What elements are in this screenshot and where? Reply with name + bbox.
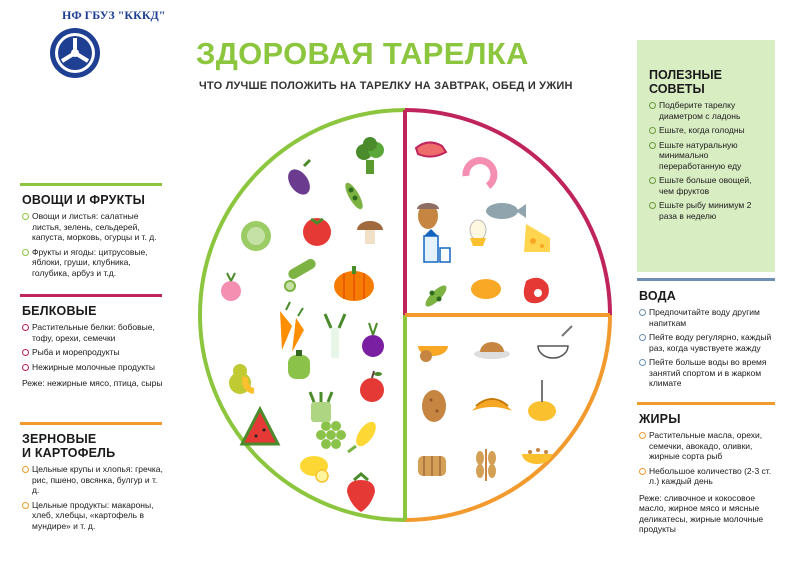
corn-icon (348, 419, 380, 452)
cheese-icon (524, 224, 550, 252)
chicken-icon (470, 274, 501, 299)
water-section-bar (637, 278, 775, 281)
pea-pod-icon (342, 181, 366, 212)
tips-panel (637, 40, 775, 272)
grains-section (22, 432, 164, 531)
list-item: Растительные белки: бобовые, тофу, орехи, семечки (22, 322, 164, 343)
wheat-icon (476, 449, 496, 481)
pasta-fork-icon (528, 380, 556, 421)
organization-name: НФ ГБУЗ "КККД" (62, 8, 166, 22)
soup-bowl-icon (538, 326, 572, 358)
plate-veg-rim (200, 110, 405, 520)
salmon-icon (416, 142, 446, 156)
veg-section-bar (20, 183, 162, 186)
fats-note: Реже: сливочное и кокосовое масло, жирное мясо и мясные деликатесы, жирные молочные продукты (639, 492, 764, 534)
list-item: Ешьте больше овощей, чем фруктов (649, 175, 767, 196)
bullet-icon (22, 249, 29, 256)
grains-heading-line2: И КАРТОФЕЛЬ (22, 446, 116, 460)
bullet-icon (649, 142, 656, 149)
tomato-icon (303, 218, 331, 246)
mushroom-icon (357, 221, 383, 244)
list-item: Пейте воду регулярно, каждый раз, когда чувствуете жажду (639, 332, 777, 353)
pea-pod-icon (423, 283, 450, 310)
list-item: Нежирные молочные продукты (22, 362, 164, 373)
tips-heading-line1: ПОЛЕЗНЫЕ (649, 68, 722, 82)
broccoli-icon (356, 137, 384, 174)
strawberry-icon (347, 474, 375, 512)
list-item: Цельные продукты: макароны, хлеб, хлебцы, «картофель в мундире» и т. д. (22, 500, 164, 532)
radish-icon (221, 273, 241, 301)
lettuce-icon (241, 221, 271, 251)
acorn-icon (417, 203, 439, 229)
pumpkin-icon (334, 266, 374, 301)
list-item: Небольшое количество (2-3 ст. л.) каждый день (639, 466, 777, 487)
steak-icon (524, 278, 549, 303)
bullet-icon (22, 364, 29, 371)
bread-icon (418, 456, 446, 476)
croissant-icon (472, 399, 512, 411)
bullet-icon (649, 127, 656, 134)
beet-icon (362, 323, 384, 357)
water-section (639, 289, 777, 389)
grains-heading-line1: ЗЕРНОВЫЕ (22, 432, 97, 446)
porridge-bowl-icon (418, 346, 448, 362)
grains-section-bar (20, 422, 162, 425)
potato-icon (422, 390, 446, 422)
bullet-icon (649, 177, 656, 184)
list-item: Ешьте рыбу минимум 2 раза в неделю (649, 200, 767, 221)
pepper-icon (288, 350, 310, 379)
list-item: Ешьте натуральную минимально переработанную еду (649, 140, 767, 172)
cucumber-icon (285, 257, 317, 291)
lemon-icon (300, 456, 328, 482)
bullet-icon (639, 468, 646, 475)
veg-heading: ОВОЩИ И ФРУКТЫ (22, 193, 146, 207)
list-item: Овощи и листья: салатные листья, зелень, сельдерей, капуста, морковь, огурцы и т. д. (22, 211, 164, 243)
page-title: ЗДОРОВАЯ ТАРЕЛКА (196, 36, 529, 71)
protein-note: Реже: нежирные мясо, птица, сыры (22, 378, 163, 388)
rice-plate-icon (474, 342, 510, 359)
bullet-icon (22, 466, 29, 473)
leek-icon (325, 314, 345, 358)
bullet-icon (22, 324, 29, 331)
shrimp-icon (466, 161, 494, 186)
protein-section-bar (20, 294, 162, 297)
bullet-icon (639, 309, 646, 316)
veg-section (22, 193, 164, 278)
pear-icon (229, 364, 254, 394)
bullet-icon (639, 359, 646, 366)
bullet-icon (649, 202, 656, 209)
fats-heading: ЖИРЫ (639, 412, 681, 426)
fats-section (639, 412, 777, 535)
bullet-icon (639, 432, 646, 439)
bullet-icon (22, 213, 29, 220)
celery-icon (310, 392, 332, 422)
fish-icon (486, 203, 526, 219)
bullet-icon (639, 334, 646, 341)
list-item: Ешьте, когда голодны (649, 125, 767, 136)
water-heading: ВОДА (639, 289, 677, 303)
apple-icon (360, 371, 384, 402)
organization-logo (48, 26, 102, 80)
page-subtitle: ЧТО ЛУЧШЕ ПОЛОЖИТЬ НА ТАРЕЛКУ НА ЗАВТРАК, ОБЕД И УЖИН (199, 80, 573, 92)
tips-heading-line2: СОВЕТЫ (649, 82, 705, 96)
list-item: Цельные крупы и хлопья: гречка, рис, пшено, овсянка, булгур и т. д. (22, 464, 164, 496)
protein-heading: БЕЛКОВЫЕ (22, 304, 97, 318)
eggplant-icon (284, 160, 315, 199)
bullet-icon (22, 349, 29, 356)
milk-icon (424, 229, 450, 262)
list-item: Подберите тарелку диаметром с ладонь (649, 100, 767, 121)
fats-section-bar (637, 402, 775, 405)
bullet-icon (22, 502, 29, 509)
list-item: Пейте больше воды во время занятий спортом и в жарком климате (639, 357, 777, 389)
egg-icon (470, 220, 486, 246)
grapes-icon (316, 421, 346, 449)
list-item: Растительные масла, орехи, семечки, авокадо, оливки, жирные сорта рыб (639, 430, 777, 462)
carrot-icon (280, 302, 304, 352)
list-item: Предпочитайте воду другим напиткам (639, 307, 777, 328)
healthy-plate (196, 106, 614, 524)
watermelon-icon (242, 409, 278, 444)
list-item: Фрукты и ягоды: цитрусовые, яблоки, груши, клубника, голубика, арбуз и т.д. (22, 247, 164, 279)
protein-section (22, 304, 164, 389)
bullet-icon (649, 102, 656, 109)
list-item: Рыба и морепродукты (22, 347, 164, 358)
